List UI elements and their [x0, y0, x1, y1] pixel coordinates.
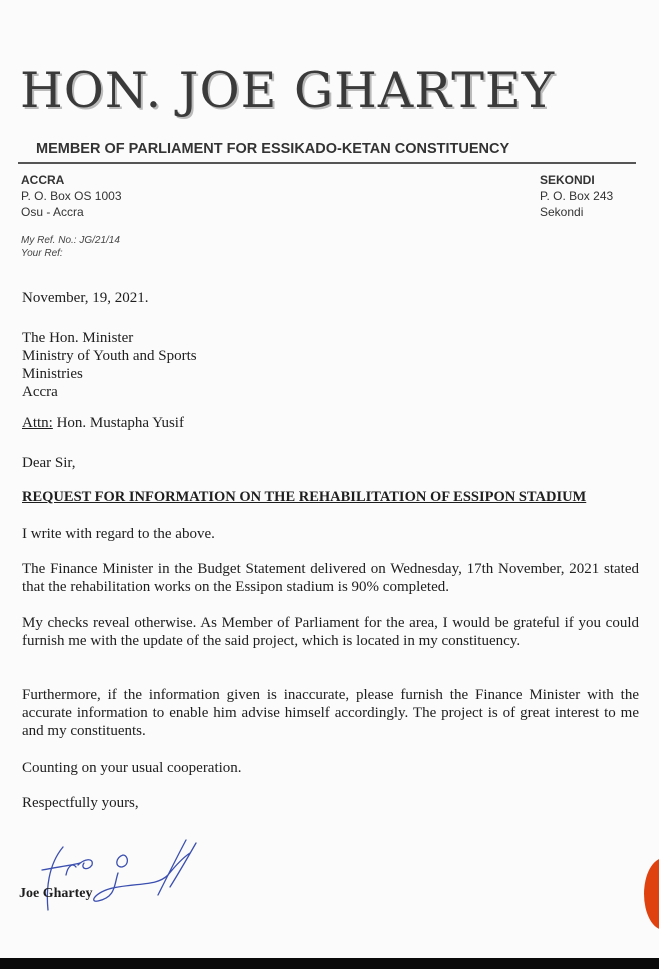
- subject-line: REQUEST FOR INFORMATION ON THE REHABILITATION OF ESSIPON STADIUM: [22, 489, 587, 505]
- paragraph-1: I write with regard to the above.: [22, 526, 215, 542]
- recipient-line: Accra: [22, 384, 58, 400]
- left-address: [21, 172, 122, 220]
- paragraph-4: Furthermore, if the information given is inaccurate, please furnish the Finance Minister with the accurate information to enable him advise himself accordingly. The project is of great interest to me and my constituents.: [22, 687, 639, 739]
- attn-label: Attn:: [22, 415, 53, 431]
- your-ref: Your Ref:: [21, 248, 63, 259]
- attention-line: [22, 414, 184, 432]
- salutation: Dear Sir,: [22, 455, 76, 471]
- recipient-block: [22, 329, 197, 401]
- my-ref: My Ref. No.: JG/21/14: [21, 235, 120, 246]
- signature-name: Joe Ghartey: [19, 886, 93, 901]
- right-address-line1: P. O. Box 243: [540, 189, 614, 203]
- bottom-bar: [0, 958, 659, 969]
- right-address-city: SEKONDI: [540, 173, 595, 187]
- right-address: [540, 172, 613, 220]
- handwritten-signature: [18, 835, 208, 925]
- letterhead-name: HON. JOE GHARTEY: [20, 62, 556, 119]
- letter-date: November, 19, 2021.: [22, 290, 149, 306]
- left-address-city: ACCRA: [21, 173, 65, 187]
- left-address-line1: P. O. Box OS 1003: [21, 189, 122, 203]
- letterhead-divider: [18, 162, 636, 164]
- paragraph-2: The Finance Minister in the Budget Statement delivered on Wednesday, 17th November, 2021 stated that the rehabilitation works on the Essipon stadium is 90% completed.: [22, 561, 639, 595]
- attn-name: Hon. Mustapha Yusif: [52, 415, 184, 431]
- recipient-line: The Hon. Minister: [22, 330, 134, 346]
- right-address-line2: Sekondi: [540, 205, 584, 219]
- paragraph-5: Counting on your usual cooperation.: [22, 760, 242, 776]
- letterhead-subtitle: MEMBER OF PARLIAMENT FOR ESSIKADO-KETAN CONSTITUENCY: [36, 141, 510, 157]
- left-address-line2: Osu - Accra: [21, 205, 84, 219]
- recipient-line: Ministry of Youth and Sports: [22, 348, 197, 364]
- closing: Respectfully yours,: [22, 795, 139, 811]
- reference-block: [21, 234, 120, 260]
- paragraph-3: My checks reveal otherwise. As Member of Parliament for the area, I would be grateful if you could furnish me with the update of the said project, which is located in my constituency.: [22, 615, 639, 649]
- corner-orange-circle: [644, 858, 659, 930]
- recipient-line: Ministries: [22, 366, 83, 382]
